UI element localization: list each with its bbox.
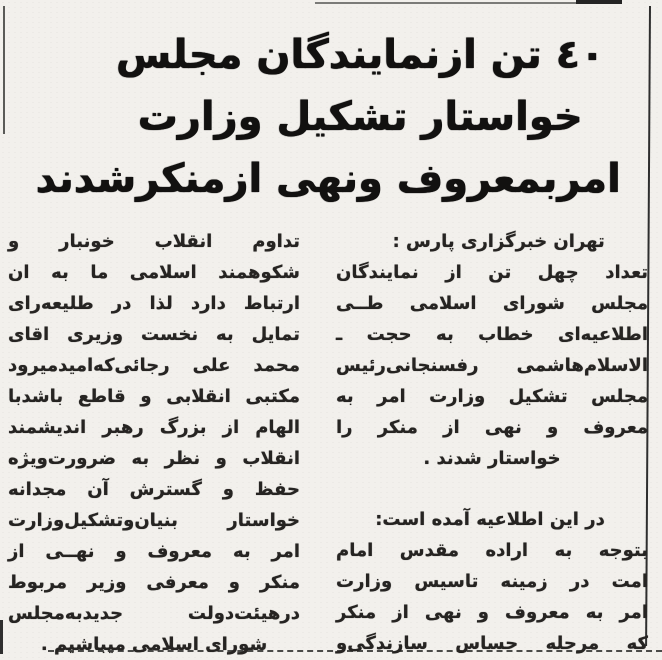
headline (24, 24, 632, 210)
headline-line: امربمعروف ونهی ازمنکرشدند (35, 156, 621, 202)
article-line: محمد علی رجائی‌که‌امیدمیرود (8, 355, 300, 376)
article-line: حفظ و گسترش آن مجدانه (8, 479, 300, 500)
paragraph (336, 226, 648, 474)
article-line: تهران خبرگزاری پارس : (392, 231, 605, 252)
article-line: خواستار بنیان‌وتشکیل‌وزارت (8, 510, 300, 531)
headline-line: خواستار تشکیل وزارت (137, 94, 583, 140)
body-column-right (336, 226, 648, 659)
article-line: مجلس شورای اسلامی طــی (336, 293, 648, 314)
headline-line: ٤٠ تن ازنمایندگان مجلس (115, 32, 605, 78)
article-line: درهیئت‌دولت جدیدبه‌مجلس (8, 603, 300, 624)
paragraph (8, 226, 300, 660)
article-line: در این اطلاعیه آمده است: (375, 509, 605, 530)
article-line: الاسلام‌هاشمی رفسنجانی‌رئیس (336, 355, 648, 376)
article-line: تداوم انقلاب خونبار و (8, 231, 300, 252)
article-line: امر به معروف و نهــی از (8, 541, 300, 562)
article-line: که مرحله حساس سازندگی‌و (336, 633, 648, 654)
article-line: مجلس تشکیل وزارت امر به (336, 386, 648, 407)
article-line: امر به معروف و نهی از منکر (336, 602, 648, 623)
top-rule (315, 2, 620, 4)
top-rule-dark-segment (576, 0, 622, 4)
article-line: امت در زمینه تاسیس وزارت (336, 571, 648, 592)
body-column-left (8, 226, 300, 660)
article-line: تمایل به نخست وزیری اقای (8, 324, 300, 345)
article-line: بتوجه به اراده مقدس امام (336, 540, 648, 561)
article-line: انقلاب و نظر به ضرورت‌ویژه (8, 448, 300, 469)
article-line: اطلاعیه‌ای خطاب به حجت ـ (336, 324, 648, 345)
paragraph (336, 504, 648, 659)
left-column-rule-bottom (0, 620, 3, 654)
article-line: مکتبی انقلابی و قاطع باشدبا (8, 386, 300, 407)
article-line: شورای اسلامی میباشیم . (40, 634, 268, 655)
article-line: شکوهمند اسلامی ما به ان (8, 262, 300, 283)
article-line: الهام از بزرگ رهبر اندیشمند (8, 417, 300, 438)
article-line: منکر و معرفی وزیر مربوط (8, 572, 300, 593)
article-line: ارتباط دارد لذا در طلیعه‌رای (8, 293, 300, 314)
left-column-rule-top (3, 6, 5, 134)
article-line: تعداد چهل تن از نمایندگان (336, 262, 648, 283)
article-line: معروف و نهی از منکر را (336, 417, 648, 438)
article-line: خواستار شدند . (423, 448, 561, 469)
